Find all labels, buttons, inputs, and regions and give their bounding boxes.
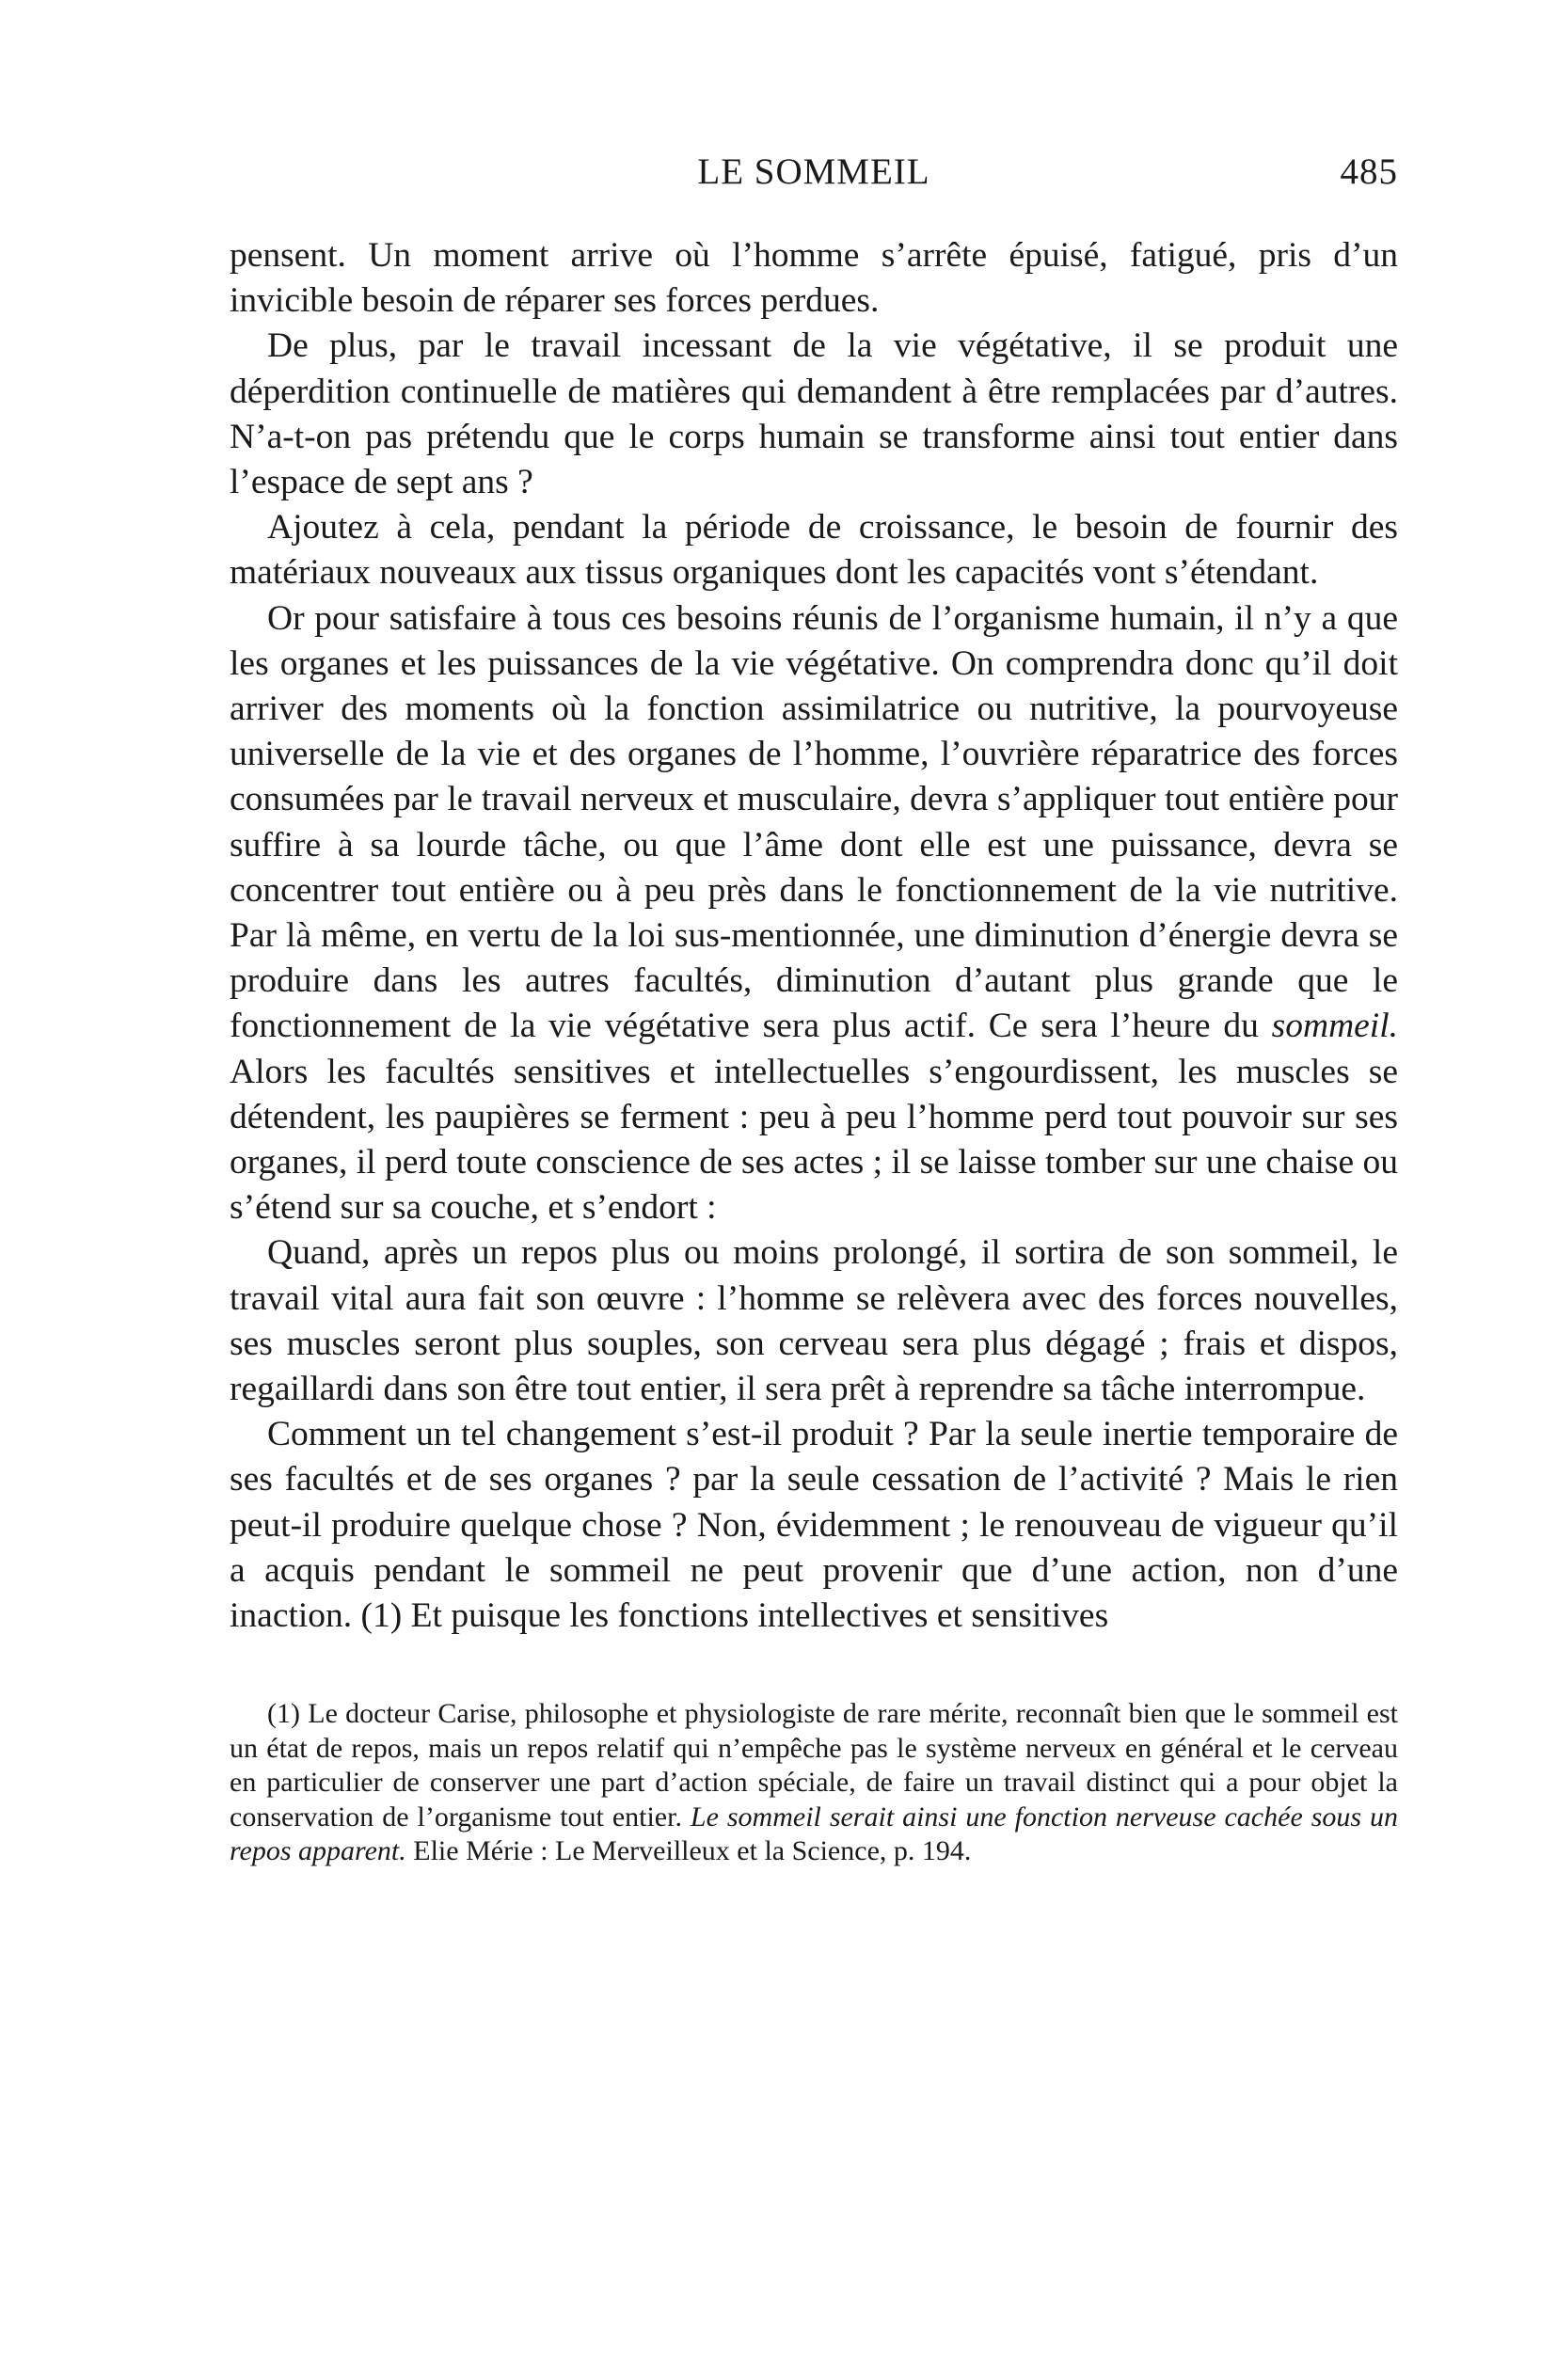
paragraph: Comment un tel changement s’est-il produit ? Par la seule inertie temporaire de ses facultés et de ses organes ? par la seule cessation de l’activité ? Mais le rien peut-il produire quelque chose ? Non, évidemment ; le renouveau de vigueur qu’il a acquis pendant le sommeil ne peut provenir que d’une action, non d’une inaction. (1) Et puisque les fonctions intellectives et sensitives (230, 1415, 1398, 1636)
footnote-body: (1) Le docteur Carise, philosophe et physiologiste de rare mérite, reconnaît bien que le sommeil est un état de repos, mais un repos relatif qui n’empêche pas le système nerveux en général et le cerveau en particulier de conserver une part d’action spéciale, de faire un travail distinct qui a pour objet la conservation de l’organisme tout entier. (230, 1698, 1398, 1833)
page-number: 485 (1340, 151, 1398, 192)
paragraph: De plus, par le travail incessant de la vie végétative, il se produit une déperdition continuelle de matières qui demandent à être remplacées par d’autres. N’a-t-on pas prétendu que le corps humain se transforme ainsi tout entier dans l’espace de sept ans ? (230, 326, 1398, 502)
running-title: LE SOMMEIL (697, 151, 930, 192)
paragraph (230, 596, 1398, 1231)
body-text (230, 233, 1398, 1639)
footnote-italic: Le sommeil serait ainsi une fonction nerveuse cachée sous un repos apparent. (230, 1801, 1399, 1867)
footnote (230, 1697, 1398, 1869)
paragraph: Quand, après un repos plus ou moins prolongé, il sortira de son sommeil, le travail vital aura fait son œuvre : l’homme se relèvera avec des forces nouvelles, ses muscles seront plus souples, son cerveau sera plus dégagé ; frais et dispos, regaillardi dans son être tout entier, il sera prêt à reprendre sa tâche interrompue. (230, 1233, 1398, 1409)
running-head (230, 151, 1398, 207)
footnote-text (230, 1697, 1398, 1869)
paragraph: Ajoutez à cela, pendant la période de croissance, le besoin de fournir des matériaux nouveaux aux tissus organiques dont les capacités vont s’étendant. (230, 508, 1398, 593)
paragraph-continuation: pensent. Un moment arrive où l’homme s’arrête épuisé, fatigué, pris d’un invicible besoin de réparer ses forces perdues. (230, 236, 1398, 321)
footnote-citation: Elie Mérie : Le Merveilleux et la Science, p. 194. (413, 1835, 972, 1867)
book-page (230, 151, 1398, 1869)
paragraph-text: Or pour satisfaire à tous ces besoins réunis de l’organisme humain, il n’y a que les organes et les puissances de la vie végétative. On comprendra donc qu’il doit arriver des moments où la fonction assimilatrice ou nutritive, la pourvoyeuse universelle de la vie et des organes de l’homme, l’ouvrière réparatrice des forces consumées par le travail nerveux et musculaire, devra s’appliquer tout entière pour suffire à sa lourde tâche, ou que l’âme dont elle est une puissance, devra se concentrer tout entière ou à peu près dans le fonctionnement de la vie nutritive. Par là même, en vertu de la loi sus-mentionnée, une diminution d’énergie devra se produire dans les autres facultés, diminution d’autant plus grande que le fonctionnement de la vie végétative sera plus actif. Ce sera l’heure du (230, 598, 1398, 1046)
paragraph-text: Alors les facultés sensitives et intellectuelles s’engourdissent, les muscles se détendent, les paupières se ferment : peu à peu l’homme perd tout pouvoir sur ses organes, il perd toute conscience de ses actes ; il se laisse tomber sur une chaise ou s’étend sur sa couche, et s’endort : (230, 1052, 1398, 1228)
italic-term: sommeil. (1271, 1007, 1399, 1046)
